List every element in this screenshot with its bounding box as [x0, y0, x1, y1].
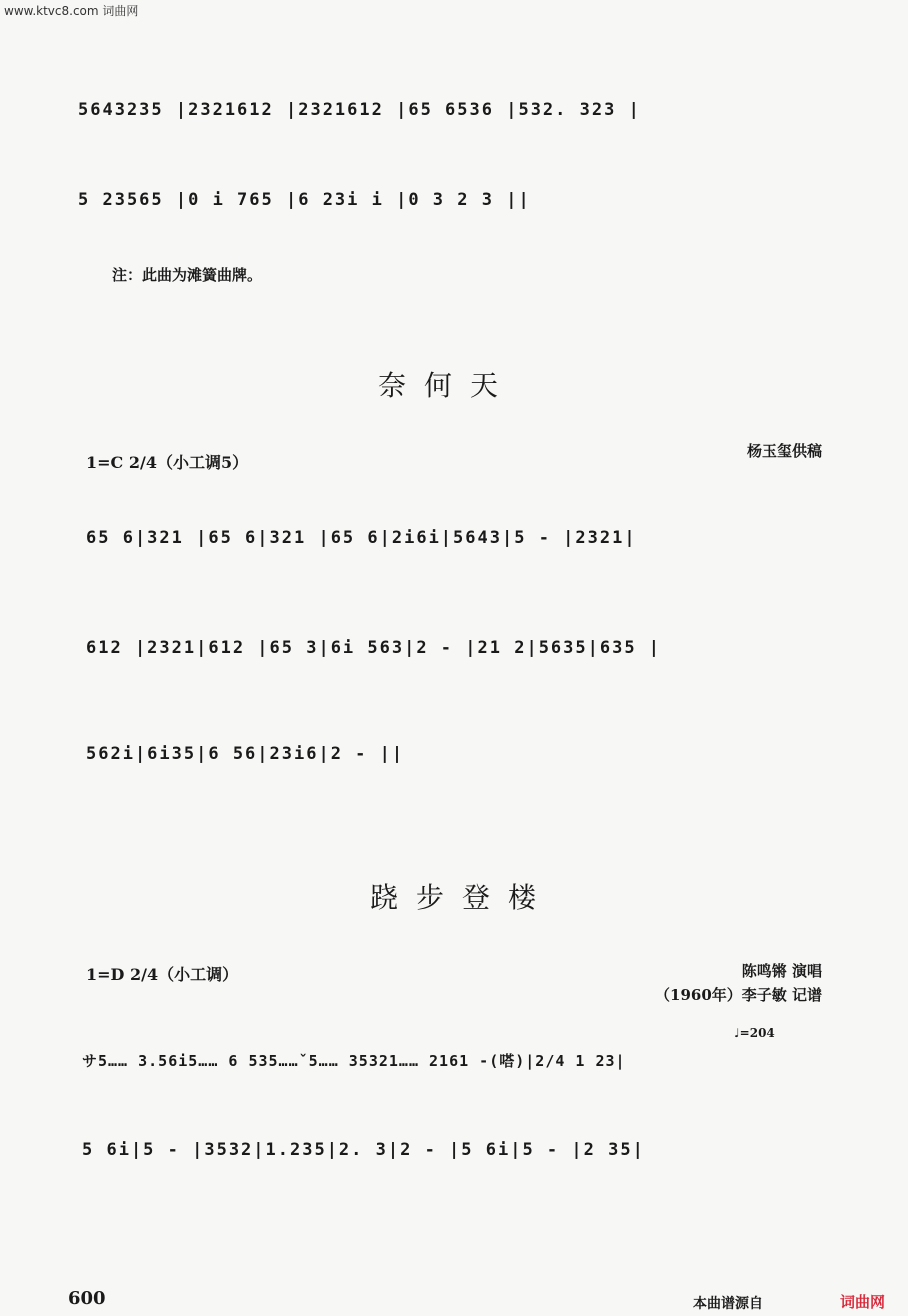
piece-title: 跷步登楼 — [370, 881, 555, 914]
notation-line-4: 612 |2321|612 |65 3|6i 563|2 - |21 2|5635|635 | — [86, 638, 662, 658]
notation-line-2: 5 23565 |0 i 765 |6 23i i |0 3 2 3 || — [78, 190, 531, 210]
tempo-marking: ♩=204 — [734, 1026, 775, 1040]
notation-line-3: 65 6|321 |65 6|321 |65 6|2i6i|5643|5 - |2321| — [86, 528, 637, 548]
notation-line-6: サ5…… 3.56i5…… 6 535……ˇ5…… 35321…… 2161 -(嗒)|2/4 1 23| — [82, 1052, 626, 1070]
performer-credit: 陈鸣锵 演唱 — [741, 962, 822, 980]
credit: 杨玉玺供稿 — [746, 442, 822, 460]
notation-line-7: 5 6i|5 - |3532|1.235|2. 3|2 - |5 6i|5 - |2 35| — [82, 1140, 645, 1160]
site-watermark: www.ktvc8.com 词曲网 — [4, 4, 139, 18]
note-text: 注：此曲为滩簧曲牌。 — [112, 266, 263, 284]
key-signature: 1=C 2/4（小工调5） — [86, 453, 249, 472]
key-signature: 1=D 2/4（小工调） — [86, 965, 239, 984]
notation-line-1: 5643235 |2321612 |2321612 |65 6536 |532. 323 | — [78, 100, 641, 120]
site-logo[interactable]: 词曲网 — [840, 1293, 886, 1311]
page-number: 600 — [68, 1288, 106, 1309]
notation-line-5: 562i|6i35|6 56|23i6|2 - || — [86, 744, 405, 764]
source-text: 本曲谱源自 — [693, 1296, 763, 1312]
piece-title: 奈何天 — [378, 369, 517, 402]
transcriber-credit: （1960年）李子敏 记谱 — [655, 986, 822, 1004]
